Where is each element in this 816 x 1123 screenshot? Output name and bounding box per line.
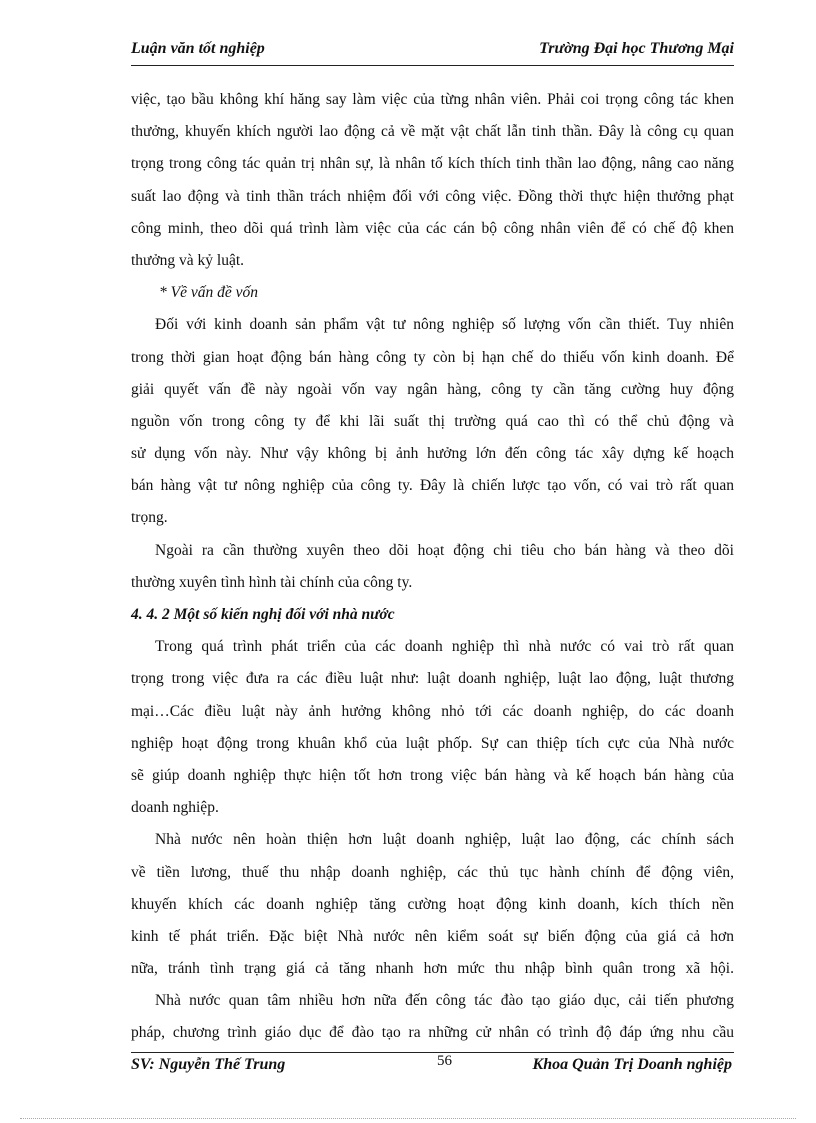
page-edge-dotted-line (20, 1118, 796, 1119)
header-divider (131, 65, 734, 66)
text-line: Nhà nước nên hoàn thiện hơn luật doanh nghiệp, luật lao động, các chính sách (155, 831, 734, 849)
text-line: giải quyết vấn đề này ngoài vốn vay ngân hàng, công ty cần tăng cường huy động (131, 380, 734, 398)
header-thesis-title: Luận văn tốt nghiệp (131, 40, 265, 57)
text-line: pháp, chương trình giáo dục để đào tạo ra những cử nhân có trình độ đáp ứng nhu cầu (131, 1024, 734, 1042)
footer-student: SV: Nguyễn Thế Trung (131, 1056, 286, 1073)
text-line: về tiền lương, thuế thu nhập doanh nghiệp, các thủ tục hành chính để động viên, (131, 863, 734, 881)
text-line: thường xuyên tình hình tài chính của công ty. (131, 573, 413, 591)
text-line: sẽ giúp doanh nghiệp thực hiện tốt hơn trong việc bán hàng và kế hoạch bán hàng của (131, 766, 734, 784)
header-university: Trường Đại học Thương Mại (539, 40, 734, 57)
text-line: Đối với kinh doanh sản phẩm vật tư nông nghiệp số lượng vốn cần thiết. Tuy nhiên (155, 316, 734, 334)
text-line: bán hàng vật tư nông nghiệp của công ty. Đây là chiến lược tạo vốn, có vai trò rất quan (131, 477, 734, 495)
text-line: Trong quá trình phát triển của các doanh nghiệp thì nhà nước có vai trò rất quan (155, 638, 734, 656)
text-line: sử dụng vốn này. Như vậy không bị ảnh hưởng lớn đến công tác xây dựng kế hoạch (131, 445, 734, 463)
footer-divider (131, 1052, 734, 1053)
text-line: nguồn vốn trong công ty để khi lãi suất thị trường quá cao thì có thể chủ động và (131, 412, 734, 430)
text-line: thưởng, khuyến khích người lao động cả về mặt vật chất lẫn tinh thần. Đây là công cụ quan (131, 123, 734, 141)
text-line: Ngoài ra cần thường xuyên theo dõi hoạt động chi tiêu cho bán hàng và theo dõi (155, 541, 734, 559)
text-line: thưởng và kỷ luật. (131, 251, 245, 269)
text-line: trọng trong công tác quản trị nhân sự, là nhân tố kích thích tinh thần lao động, nâng cao năng (131, 155, 734, 173)
subheading-capital: * Về vấn đề vốn (159, 284, 258, 302)
text-line: nghiệp hoạt động trong khuân khổ của luật phốp. Sự can thiệp tích cực của Nhà nước (131, 734, 734, 752)
text-line: trong thời gian hoạt động bán hàng công ty còn bị hạn chế do thiếu vốn kinh doanh. Để (131, 348, 734, 366)
text-line: kinh tế phát triển. Đặc biệt Nhà nước nên kiểm soát sự biến động của giá cả hơn (131, 927, 734, 945)
text-line: trọng trong việc đưa ra các điều luật như: luật doanh nghiệp, luật lao động, luật thương (131, 670, 734, 688)
text-line: công minh, theo dõi quá trình làm việc của các cán bộ công nhân viên để có chế độ khen (131, 219, 734, 237)
text-line: trọng. (131, 509, 168, 527)
body-text (131, 84, 734, 1050)
footer-faculty: Khoa Quản Trị Doanh nghiệp (532, 1056, 732, 1073)
text-line: nữa, tránh tình trạng giá cả tăng nhanh hơn mức thu nhập bình quân trong xã hội. (131, 960, 734, 978)
text-line: Nhà nước quan tâm nhiều hơn nữa đến công tác đào tạo giáo dục, cải tiến phương (155, 992, 734, 1010)
section-heading: 4. 4. 2 Một số kiến nghị đối với nhà nước (131, 606, 395, 623)
page-number: 56 (437, 1053, 452, 1069)
text-line: mại…Các điều luật này ảnh hưởng không nhỏ tới các doanh nghiệp, do các doanh (131, 702, 734, 720)
text-line: việc, tạo bầu không khí hăng say làm việc của từng nhân viên. Phải coi trọng công tác khen (131, 91, 734, 108)
text-line: suất lao động và tinh thần trách nhiệm đối với công việc. Đồng thời thực hiện thưởng phạt (131, 187, 734, 205)
text-line: doanh nghiệp. (131, 799, 219, 817)
text-line: khuyến khích các doanh nghiệp tăng cường hoạt động kinh doanh, kích thích nền (131, 895, 734, 913)
